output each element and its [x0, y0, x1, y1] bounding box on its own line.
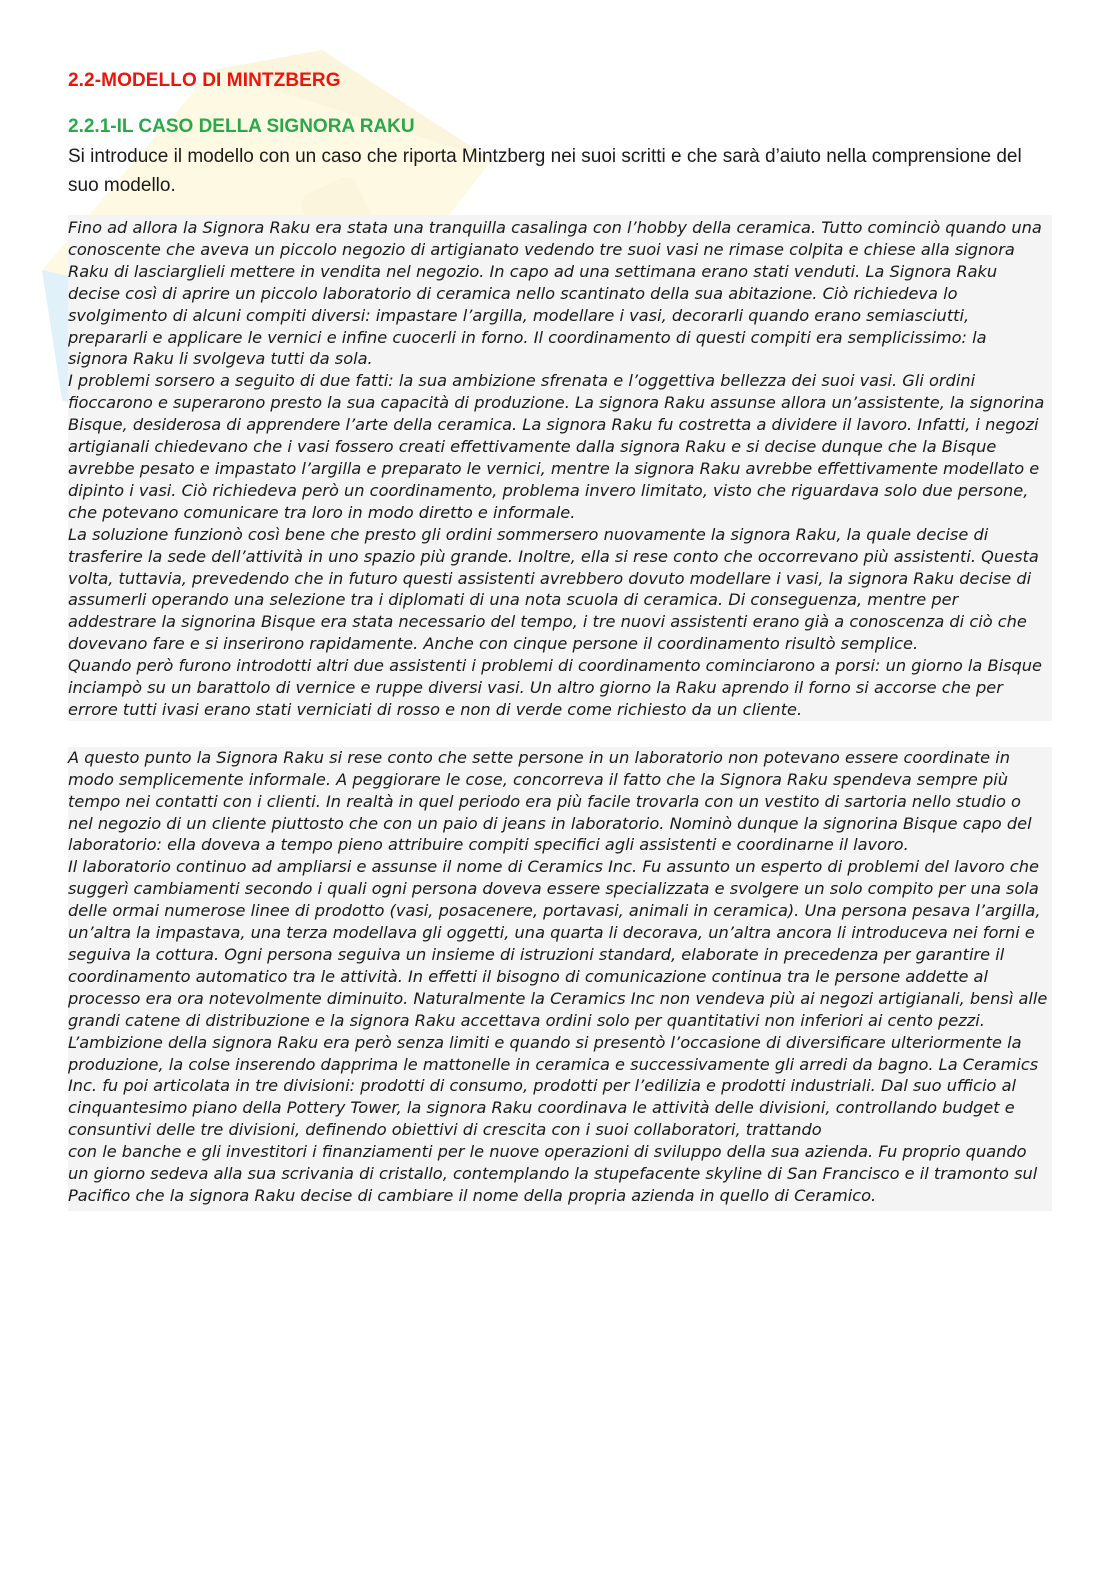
case-paragraph: con le banche e gli investitori i finanziamenti per le nuove operazioni di sviluppo della sua azienda. Fu proprio quando un giorno sedeva alla sua scrivania di cristallo, contemplando la stupefacente skyline di San Francisco e il tramonto sul Pacifico che la signora Raku decise di cambiare il nome della propria azienda in quello di Ceramico. — [68, 1142, 1038, 1205]
section-heading: 2.2-MODELLO DI MINTZBERG — [68, 70, 341, 91]
case-paragraph: La soluzione funzionò così bene che presto gli ordini sommersero nuovamente la signora Raku, la quale decise di trasferire la sede dell’attività in uno spazio più grande. Inoltre, ella si rese conto che occorrevano più assistenti. Questa volta, tuttavia, prevedendo che in futuro questi assistenti avrebbero dovuto modellare i vasi, la signora Raku decise di assumerli operando una selezione tra i diplomati di una nota scuola di ceramica. Di conseguenza, mentre per addestrare la signorina Bisque era stata necessario del tempo, i tre nuovi assistenti erano già a conoscenza di ciò che dovevano fare e si inserirono rapidamente. Anche con cinque persone il coordinamento risultò semplice. — [68, 524, 1039, 654]
case-paragraph: L’ambizione della signora Raku era però senza limiti e quando si presentò l’occasione di diversificare ulteriormente la produzione, la colse inserendo dapprima le mattonelle in ceramica e successivamente gli arredi da bagno. La Ceramics Inc. fu poi articolata in tre divisioni: prodotti di consumo, prodotti per l’edilizia e prodotti industriali. Dal suo ufficio al cinquantesimo piano della Pottery Tower, la signora Raku coordinava le attività delle divisioni, controllando budget e consuntivi delle tre divisioni, definendo obiettivi di crescita con i suoi collaboratori, trattando — [68, 1032, 1039, 1140]
case-quote-block — [68, 215, 1052, 1211]
case-paragraph: I problemi sorsero a seguito di due fatti: la sua ambizione sfrenata e l’oggettiva bellezza dei suoi vasi. Gli ordini fioccarono e superarono presto la sua capacità di produzione. La signora Raku assunse allora un’assistente, la signorina Bisque, desiderosa di apprendere l’arte della ceramica. La signora Raku fu costretta a dividere il lavoro. Infatti, i negozi artigianali chiedevano che i vasi fossero creati effettivamente dalla signora Raku e si decise dunque che la Bisque avrebbe pesato e impastato l’argilla e preparato le vernici, mentre la signora Raku avrebbe effettivamente modellato e dipinto i vasi. Ciò richiedeva però un coordinamento, problema invero limitato, visto che riguardava solo due persone, che potevano comunicare tra loro in modo diretto e informale. — [68, 371, 1045, 522]
intro-paragraph: Si introduce il modello con un caso che riporta Mintzberg nei suoi scritti e che sarà d’aiuto nella comprensione del suo modello. — [68, 146, 1022, 196]
case-paragraph: A questo punto la Signora Raku si rese conto che sette persone in un laboratorio non potevano essere coordinate in modo semplicemente informale. A peggiorare le cose, concorreva il fatto che la Signora Raku spendeva sempre più tempo nei contatti con i clienti. In realtà in quel periodo era più facile trovarla con un vestito di sartoria nello studio o nel negozio di un cliente piuttosto che con un paio di jeans in laboratorio. Nominò dunque la signorina Bisque capo del laboratorio: ella doveva a tempo pieno attribuire compiti specifici agli assistenti e coordinarne il lavoro. — [68, 747, 1032, 855]
case-paragraph: Quando però furono introdotti altri due assistenti i problemi di coordinamento cominciarono a porsi: un giorno la Bisque inciampò su un barattolo di vernice e ruppe diversi vasi. Un altro giorno la Raku aprendo il forno si accorse che per errore tutti ivasi erano stati verniciati di rosso e non di verde come richiesto da un cliente. — [68, 656, 1043, 719]
block-separator — [68, 721, 1052, 747]
document-page — [68, 66, 1048, 1211]
case-paragraph: Il laboratorio continuo ad ampliarsi e assunse il nome di Ceramics Inc. Fu assunto un esperto di problemi del lavoro che suggerì cambiamenti secondo i quali ogni persona doveva essere specializzata e svolgere un solo compito per una sola delle ormai numerose linee di prodotto (vasi, posacenere, portavasi, animali in ceramica). Una persona pesava l’argilla, un’altra la impastava, una terza modellava gli oggetti, una quarta li decorava, un’altra ancora li introduceva nei forni e seguiva la cottura. Ogni persona seguiva un insieme di istruzioni standard, elaborate in precedenza per garantire il coordinamento automatico tra le attività. In effetti il bisogno di comunicazione continua tra le persone addette al processo era ora notevolmente diminuito. Naturalmente la Ceramics Inc non vendeva più ai negozi artigianali, bensì alle grandi catene di distribuzione e la signora Raku accettava ordini solo per quantitativi non inferiori ai cento pezzi. — [68, 857, 1048, 1030]
subsection-heading: 2.2.1-IL CASO DELLA SIGNORA RAKU — [68, 116, 415, 137]
case-paragraph: Fino ad allora la Signora Raku era stata una tranquilla casalinga con l’hobby della ceramica. Tutto cominciò quando una conoscente che aveva un piccolo negozio di artigianato vedendo tre suoi vasi ne rimase colpita e chiese alla signora Raku di lasciarglieli mettere in vendita nel negozio. In capo ad una settimana erano stati venduti. La Signora Raku decise così di aprire un piccolo laboratorio di ceramica nello scantinato della sua abitazione. Ciò richiedeva lo svolgimento di alcuni compiti diversi: impastare l’argilla, modellare i vasi, decorarli quando erano semiasciutti, prepararli e applicare le vernici e infine cuocerli in forno. Il coordinamento di questi compiti era semplicissimo: la signora Raku li svolgeva tutti da sola. — [68, 218, 1042, 369]
